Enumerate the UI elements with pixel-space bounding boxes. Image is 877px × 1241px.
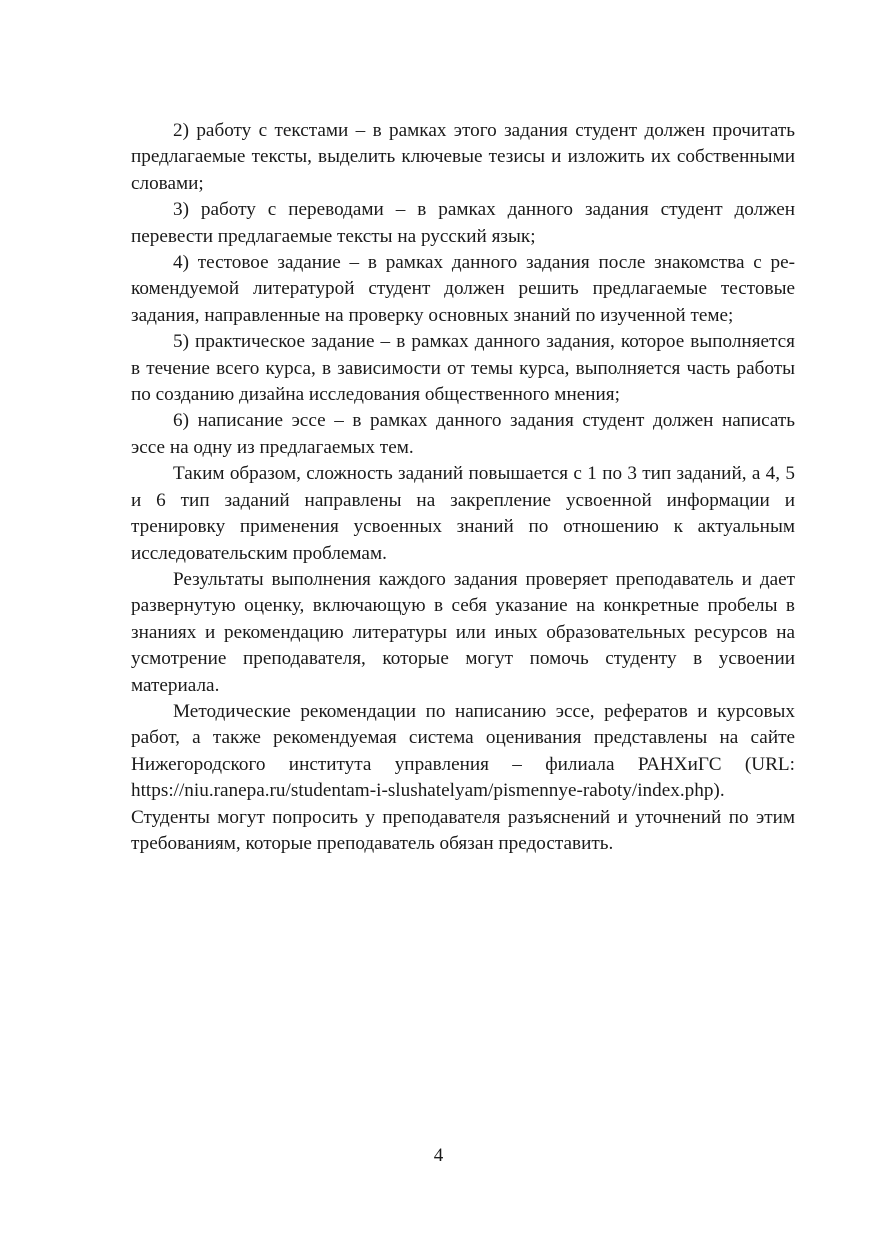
paragraph-summary: Таким образом, сложность заданий повышается с 1 по 3 тип заданий, а 4, 5 и 6 тип заданий направлены на закрепление усвоенной информации и тренировку применения усвоенных знаний по отношению к актуальным исследовательским проблемам. [131,463,795,564]
text-body [131,118,795,857]
paragraph-task-translations: 3) работу с переводами – в рамках данного задания студент должен перевести предлагаемые тексты на русский язык; [131,199,795,247]
paragraph-task-practical: 5) практическое задание – в рамках данного задания, которое выполняется в течение всего курса, в зависимости от темы курса, выполняется часть работы по созданию дизайна исследования общественного мнения; [131,331,795,406]
paragraph-task-texts: 2) работу с текстами – в рамках этого задания студент должен прочитать предлагаемые тексты, выделить ключевые тезисы и изложить их собственными словами; [131,120,795,194]
paragraph-task-test: 4) тестовое задание – в рамках данного задания после знакомства с рекомендуемой литературой студент должен решить предлагаемые тестовые задания, направленные на проверку основных знаний по изученной теме; [131,252,795,326]
page-number: 4 [433,1145,444,1166]
paragraph-guidelines: Методические рекомендации по написанию эссе, рефератов и курсовых работ, а также рекомендуемая система оценивания представлены на сайте Нижегородского института управления – филиала РАНХиГС (URL: https://niu.ranepa.ru/studentam-i-slushatelyam/pismennye-raboty/index.php). Студенты могут попросить у преподавателя разъяснений и уточнений по этим требованиям, которые преподаватель обязан предоставить. [131,700,795,854]
paragraph-task-essay: 6) написание эссе – в рамках данного задания студент должен написать эссе на одну из предлагаемых тем. [131,410,795,458]
paragraph-results: Результаты выполнения каждого задания проверяет преподаватель и дает развернутую оценку, включающую в себя указание на конкретные пробелы в знаниях и рекомендацию литературы или иных образовательных ресурсов на усмотрение преподавателя, которые могут помочь студенту в усвоении материала. [131,568,795,696]
